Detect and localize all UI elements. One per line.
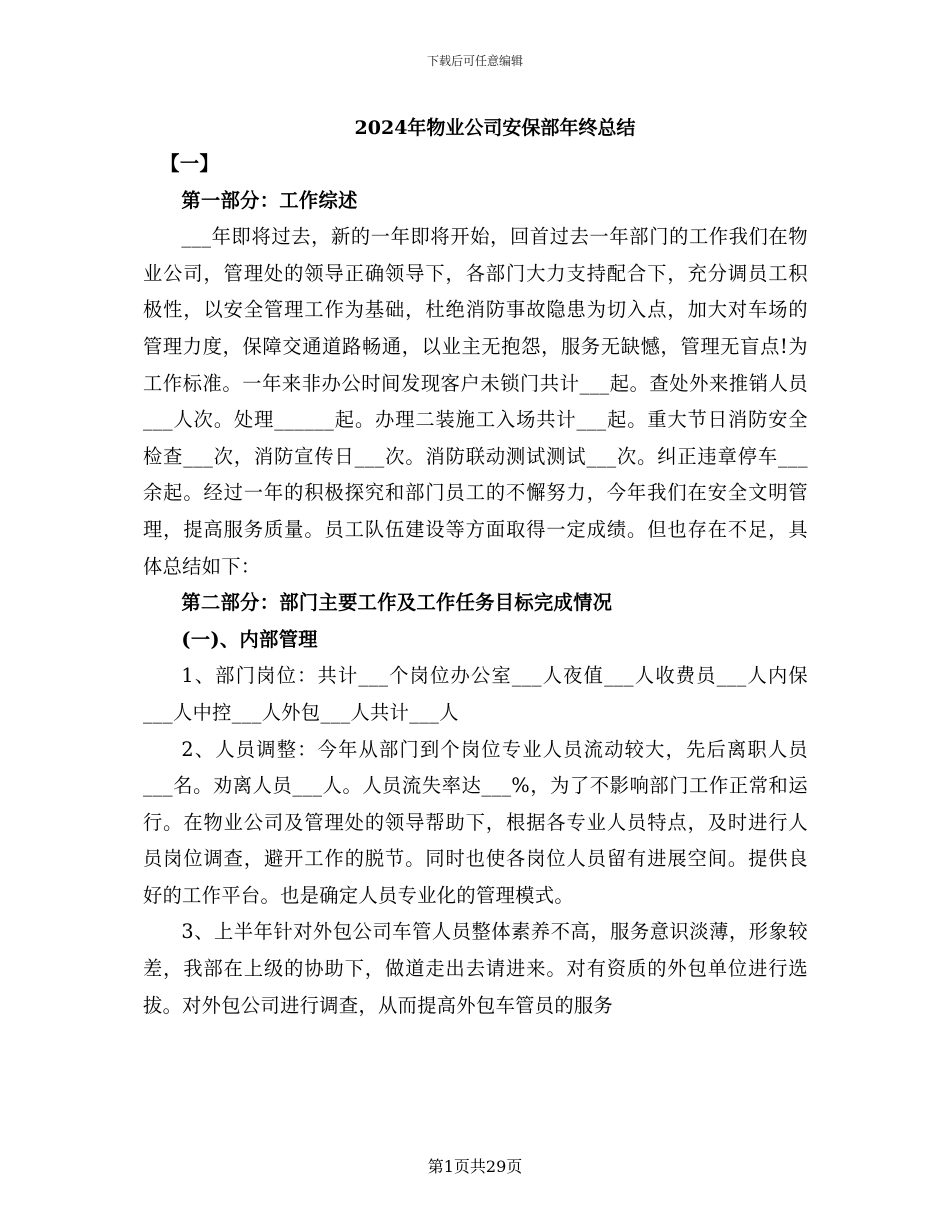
sub1-heading: (一)、内部管理 bbox=[181, 627, 318, 651]
paragraph-positions: 1、部门岗位：共计___个岗位办公室___人夜值___人收费员___人内保___人中控___人外包___人共计___人 bbox=[143, 664, 808, 724]
document-body bbox=[143, 146, 808, 1024]
document-title: 2024年物业公司安保部年终总结 bbox=[354, 117, 636, 139]
part1-heading: 第一部分：工作综述 bbox=[181, 188, 358, 212]
page-footer-number: 第1页共29页 bbox=[427, 1157, 523, 1176]
paragraph-outsourcing: 3、上半年针对外包公司车管人员整体素养不高，服务意识淡薄，形象较差，我部在上级的协助下，做道走出去请进来。对有资质的外包单位进行选拔。对外包公司进行调查，从而提高外包车管员的服务 bbox=[143, 920, 808, 1017]
paragraph-overview: ___年即将过去，新的一年即将开始，回首过去一年部门的工作我们在物业公司，管理处的领导正确领导下，各部门大力支持配合下，充分调员工积极性，以安全管理工作为基础，杜绝消防事故隐患为切入点，加大对车场的管理力度，保障交通道路畅通，以业主无抱怨，服务无缺憾，管理无盲点!为工作标准。一年来非办公时间发现客户未锁门共计___起。查处外来推销人员___人次。处理______起。办理二装施工入场共计___起。重大节日消防安全检查___次，消防宣传日___次。消防联动测试测试___次。纠正违章停车___余起。经过一年的积极探究和部门员工的不懈努力，今年我们在安全文明管理，提高服务质量。员工队伍建设等方面取得一定成绩。但也存在不足，具体总结如下： bbox=[143, 225, 808, 578]
page-header-note: 下载后可任意编辑 bbox=[426, 54, 523, 68]
section-marker: 【一】 bbox=[160, 152, 220, 175]
paragraph-staffing: 2、人员调整：今年从部门到个岗位专业人员流动较大，先后离职人员___名。劝离人员___人。人员流失率达___%，为了不影响部门工作正常和运行。在物业公司及管理处的领导帮助下，根据各专业人员特点，及时进行人员岗位调查，避开工作的脱节。同时也使各岗位人员留有进展空间。提供良好的工作平台。也是确定人员专业化的管理模式。 bbox=[143, 737, 808, 907]
part2-heading: 第二部分：部门主要工作及工作任务目标完成情况 bbox=[181, 591, 613, 615]
